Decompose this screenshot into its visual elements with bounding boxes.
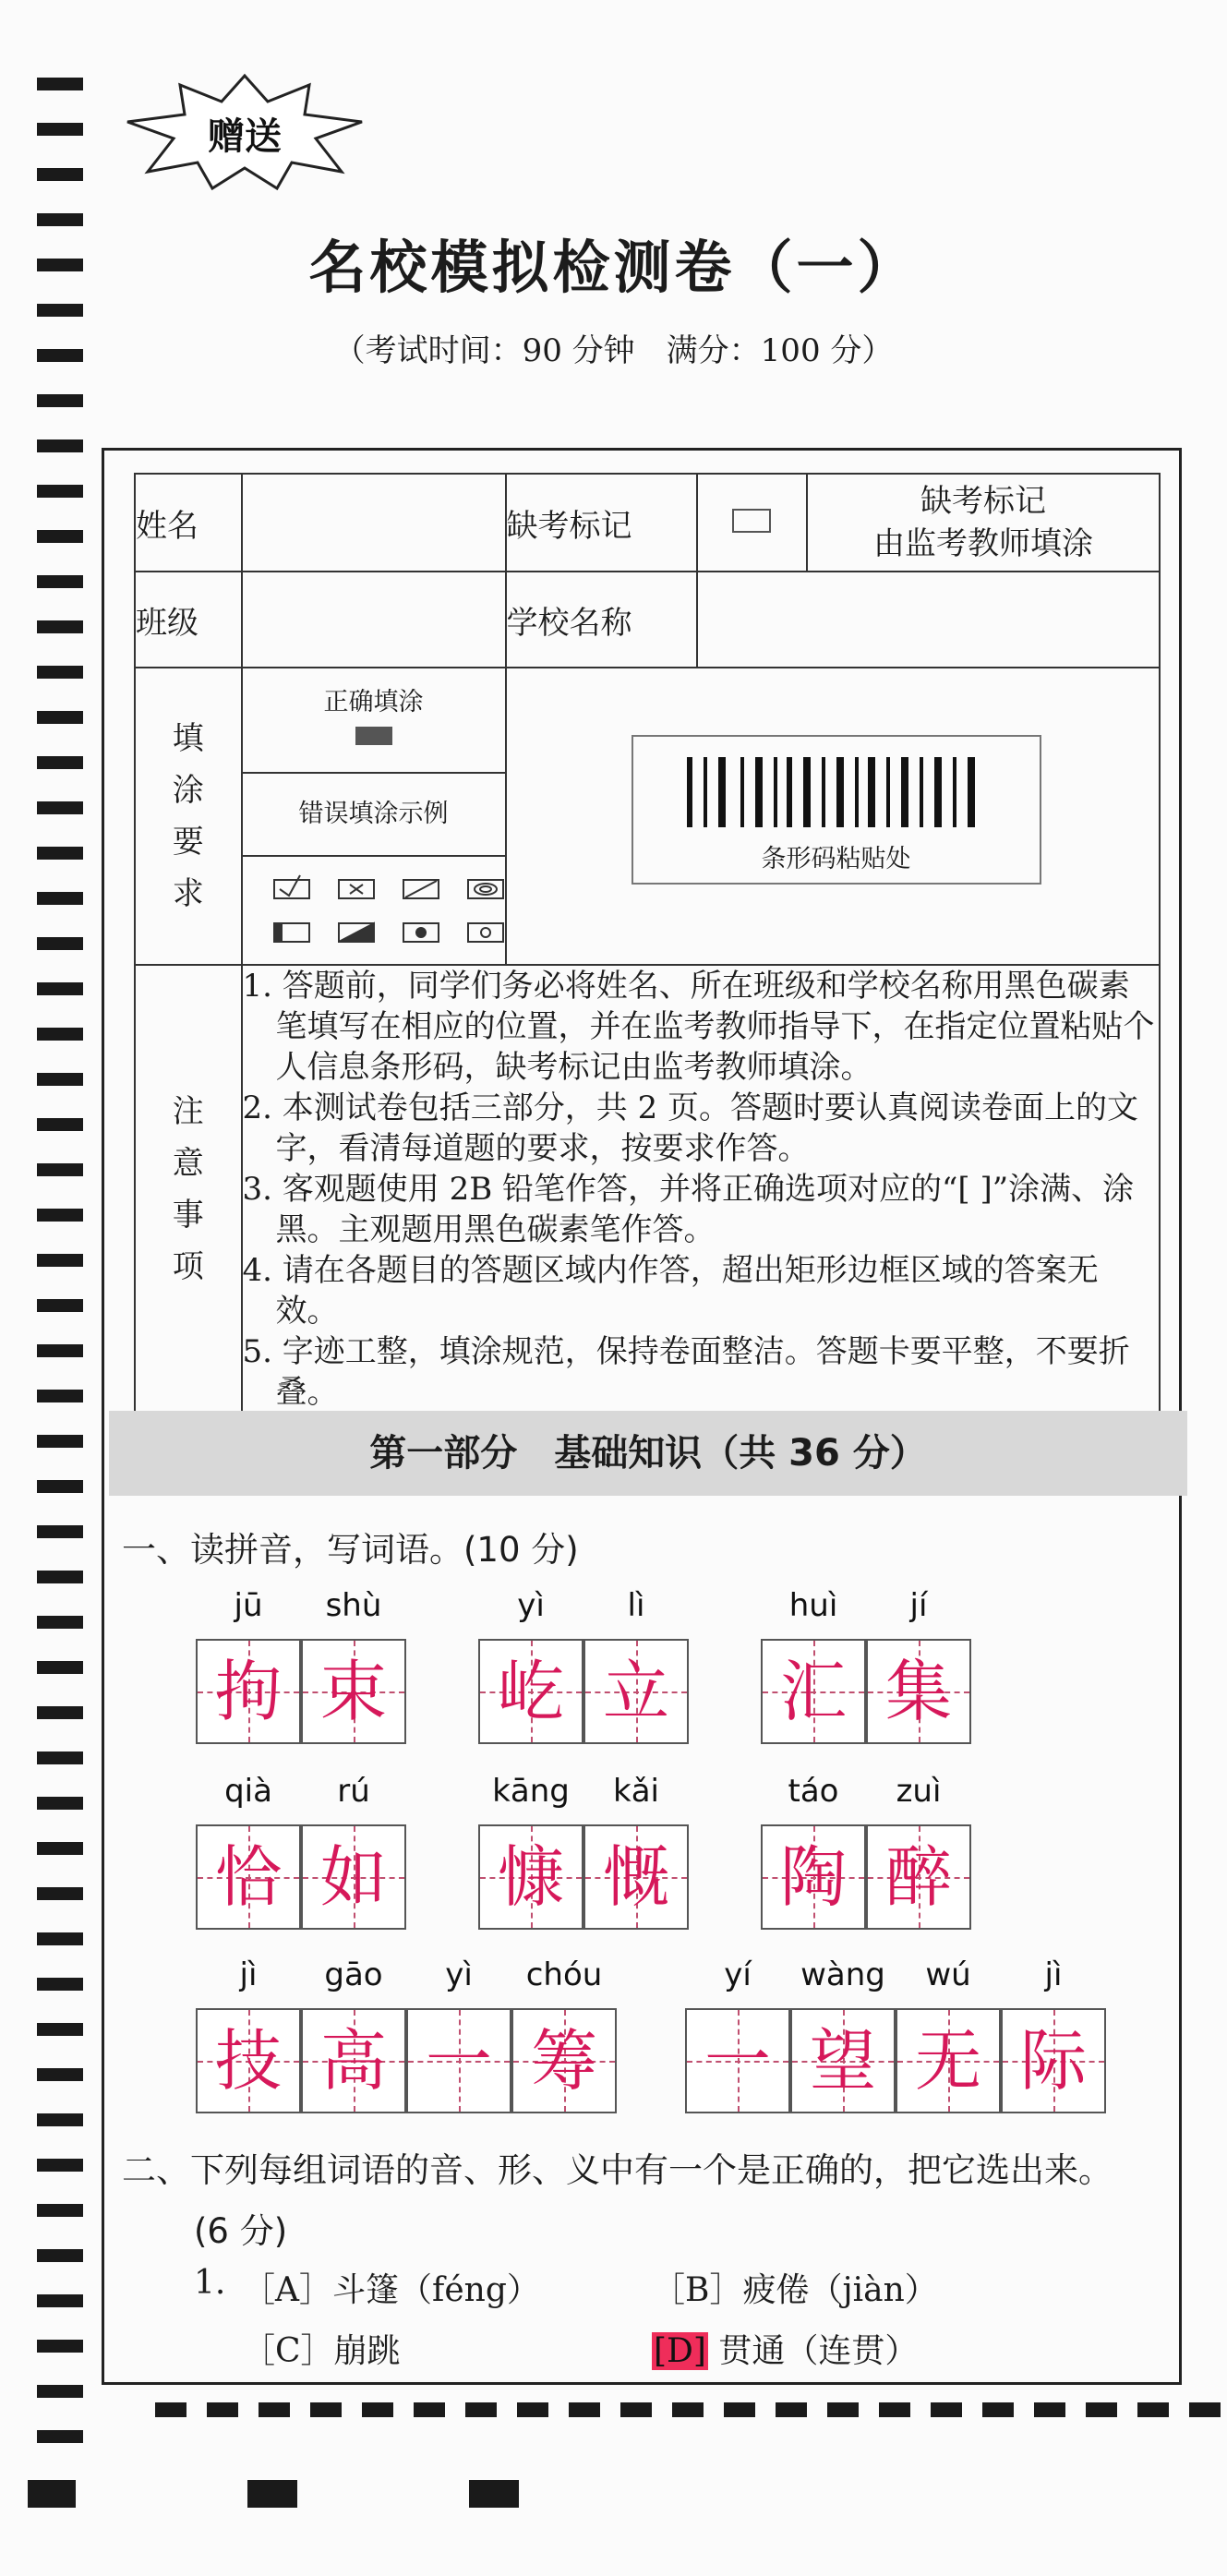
- wrong-fill-samples: [243, 857, 505, 964]
- option-d-selected-mark: [D]: [654, 2332, 706, 2370]
- timing-mark: [37, 394, 83, 407]
- timing-mark: [37, 892, 83, 905]
- timing-mark: [37, 123, 83, 136]
- pinyin-label: kāng: [492, 1773, 570, 1810]
- timing-mark: [37, 1706, 83, 1719]
- pinyin-label: huì: [788, 1587, 838, 1624]
- answer-character: 望: [809, 2022, 876, 2100]
- notes-item: 1. 答题前，同学们务必将姓名、所在班级和学校名称用黑色碳素笔填写在相应的位置，并在监考教师指导下，在指定位置粘贴个人信息条形码，缺考标记由监考教师填涂。: [242, 968, 1155, 1086]
- tianzige-cell[interactable]: [1001, 2008, 1106, 2113]
- timing-mark: [37, 711, 83, 724]
- timing-mark: [1137, 2402, 1169, 2417]
- timing-mark: [362, 2402, 393, 2417]
- barcode-icon: [685, 757, 990, 827]
- tianzige-cell[interactable]: [301, 1639, 406, 1744]
- timing-mark: [37, 620, 83, 633]
- pinyin-label: yì: [445, 1956, 473, 1993]
- answer-character: 汇: [779, 1653, 847, 1730]
- pinyin-label: yì: [517, 1587, 545, 1624]
- timing-mark: [827, 2402, 859, 2417]
- school-label: 学校名称: [506, 572, 697, 668]
- answer-character: 一: [704, 2022, 771, 2100]
- answer-character: 束: [319, 1653, 387, 1730]
- timing-mark: [37, 1435, 83, 1448]
- notes-label: [135, 965, 242, 1414]
- school-field[interactable]: [697, 572, 1161, 668]
- timing-mark: [1034, 2402, 1065, 2417]
- timing-mark: [37, 304, 83, 317]
- class-field[interactable]: [242, 572, 506, 668]
- tianzige-cell[interactable]: [896, 2008, 1001, 2113]
- question-1-title: 一、读拼音，写词语。(10 分): [122, 1530, 579, 1570]
- timing-mark: [37, 2294, 83, 2307]
- timing-mark: [37, 2249, 83, 2262]
- absent-mark-cell[interactable]: [697, 474, 808, 572]
- pinyin-label: wú: [925, 1956, 971, 1993]
- tianzige-cell[interactable]: [761, 1639, 866, 1744]
- option-d[interactable]: [652, 2325, 918, 2372]
- timing-mark: [207, 2402, 238, 2417]
- timing-mark: [37, 1073, 83, 1086]
- fill-examples: [242, 668, 506, 965]
- timing-mark: [982, 2402, 1014, 2417]
- timing-mark: [931, 2402, 962, 2417]
- timing-mark: [37, 1797, 83, 1810]
- tianzige-cell[interactable]: [196, 2008, 301, 2113]
- wrong-fill-icons: [243, 857, 505, 964]
- pinyin-label: jū: [234, 1587, 263, 1624]
- timing-mark: [37, 1118, 83, 1131]
- question-2-title: 二、下列每组词语的音、形、义中有一个是正确的，把它选出来。: [122, 2150, 1113, 2190]
- timing-mark: [37, 1616, 83, 1629]
- info-table: [134, 473, 1161, 1414]
- wrong-fill-label: 错误填涂示例: [243, 774, 505, 857]
- timing-mark: [37, 756, 83, 769]
- absent-note-line: 由监考教师填涂: [873, 525, 1094, 562]
- timing-mark: [37, 1028, 83, 1041]
- correct-fill-label: 正确填涂: [323, 688, 424, 716]
- timing-mark: [37, 485, 83, 498]
- answer-character: 慷: [497, 1838, 564, 1916]
- tianzige-cell[interactable]: [478, 1639, 583, 1744]
- pinyin-label: jì: [239, 1956, 258, 1993]
- timing-mark: [37, 575, 83, 588]
- answer-character: 醉: [884, 1838, 952, 1916]
- tianzige-cell[interactable]: [761, 1824, 866, 1930]
- timing-mark: [517, 2402, 548, 2417]
- pinyin-label: rú: [337, 1773, 370, 1810]
- tianzige-cell[interactable]: [866, 1639, 971, 1744]
- pinyin-label: jì: [1044, 1956, 1063, 1993]
- foot-mark: [28, 2480, 76, 2508]
- timing-mark: [37, 1661, 83, 1674]
- answer-character: 慨: [602, 1838, 669, 1916]
- notes-label-text: 注意事项: [172, 1093, 204, 1285]
- timing-mark: [37, 1525, 83, 1538]
- timing-mark: [37, 1978, 83, 1991]
- answer-character: 筹: [530, 2022, 597, 2100]
- timing-mark: [37, 1209, 83, 1222]
- tianzige-cell[interactable]: [511, 2008, 617, 2113]
- timing-mark: [37, 1571, 83, 1583]
- timing-mark: [155, 2402, 186, 2417]
- timing-mark: [37, 801, 83, 814]
- timing-mark: [37, 439, 83, 452]
- answer-character: 高: [319, 2022, 387, 2100]
- tianzige-cell[interactable]: [790, 2008, 896, 2113]
- pinyin-label: gāo: [324, 1956, 383, 1993]
- answer-character: 屹: [497, 1653, 564, 1730]
- answer-character: 恰: [214, 1838, 282, 1916]
- option-d-text: 贯通（连贯）: [718, 2332, 919, 2370]
- tianzige-cell[interactable]: [196, 1824, 301, 1930]
- timing-mark: [620, 2402, 652, 2417]
- timing-mark: [37, 1751, 83, 1764]
- timing-mark: [37, 2113, 83, 2126]
- barcode-box: [632, 735, 1041, 885]
- pinyin-label: chóu: [525, 1956, 603, 1993]
- foot-mark: [469, 2480, 519, 2508]
- tianzige-cell[interactable]: [478, 1824, 583, 1930]
- timing-mark: [465, 2402, 497, 2417]
- timing-mark: [37, 2340, 83, 2353]
- answer-character: 集: [884, 1653, 952, 1730]
- section-banner: 第一部分 基础知识（共 36 分）: [109, 1411, 1187, 1496]
- barcode-area: [506, 668, 1160, 965]
- pinyin-label: lì: [627, 1587, 645, 1624]
- timing-mark: [414, 2402, 445, 2417]
- filled-sample: [355, 727, 392, 745]
- timing-mark: [310, 2402, 342, 2417]
- timing-mark: [37, 2023, 83, 2036]
- question-2-score: (6 分): [194, 2211, 288, 2251]
- option-b[interactable]: ［B］疲倦（jiàn）: [652, 2271, 938, 2309]
- answer-character: 一: [425, 2022, 492, 2100]
- pinyin-label: shù: [325, 1587, 382, 1624]
- timing-mark: [37, 982, 83, 995]
- notes-list: [242, 965, 1160, 1414]
- correct-fill-box: [243, 668, 505, 774]
- timing-mark: [1086, 2402, 1117, 2417]
- timing-mark: [1189, 2402, 1221, 2417]
- exam-subtitle: （考试时间：90 分钟 满分：100 分）: [333, 332, 894, 369]
- timing-mark: [37, 1299, 83, 1312]
- page-title: 名校模拟检测卷（一）: [308, 234, 919, 301]
- timing-mark: [672, 2402, 704, 2417]
- tianzige-cell[interactable]: [685, 2008, 790, 2113]
- tianzige-cell[interactable]: [301, 1824, 406, 1930]
- timing-mark: [37, 530, 83, 543]
- notes-item: 3. 客观题使用 2B 铅笔作答，并将正确选项对应的“[ ]”涂满、涂黑。主观题用黑色碳素笔作答。: [242, 1171, 1135, 1248]
- timing-mark: [37, 1390, 83, 1402]
- timing-mark: [259, 2402, 290, 2417]
- absent-note-line: 缺考标记: [920, 483, 1047, 520]
- tianzige-cell[interactable]: [583, 1824, 689, 1930]
- timing-mark: [37, 1932, 83, 1945]
- answer-character: 际: [1019, 2022, 1087, 2100]
- pinyin-label: wàng: [800, 1956, 885, 1993]
- barcode-box-top: [632, 735, 1041, 748]
- badge-label: 赠送: [208, 115, 282, 158]
- timing-mark: [37, 1163, 83, 1176]
- timing-mark: [37, 2430, 83, 2443]
- fill-requirement-label: [135, 668, 242, 965]
- fill-requirement-text: 填涂要求: [172, 720, 204, 912]
- timing-mark: [37, 2159, 83, 2172]
- notes-item: 4. 请在各题目的答题区域内作答，超出矩形边框区域的答案无效。: [242, 1252, 1099, 1330]
- timing-mark: [37, 1842, 83, 1855]
- timing-mark: [37, 2204, 83, 2217]
- tianzige-cell[interactable]: [406, 2008, 511, 2113]
- absent-note: [807, 474, 1160, 572]
- gift-badge: [120, 72, 369, 192]
- tianzige-cell[interactable]: [866, 1824, 971, 1930]
- answer-character: 陶: [779, 1838, 847, 1916]
- timing-mark: [776, 2402, 807, 2417]
- item-number: 1.: [194, 2264, 226, 2302]
- timing-mark: [37, 1887, 83, 1900]
- timing-mark: [37, 666, 83, 679]
- answer-character: 拘: [214, 1653, 282, 1730]
- class-label: 班级: [135, 572, 242, 668]
- option-c[interactable]: ［C］崩跳: [242, 2332, 401, 2370]
- pinyin-label: táo: [788, 1773, 839, 1810]
- name-field[interactable]: [242, 474, 506, 572]
- pinyin-label: jí: [909, 1587, 928, 1624]
- timing-mark: [37, 1344, 83, 1357]
- timing-mark: [37, 78, 83, 90]
- barcode-label: 条形码粘贴处: [761, 845, 911, 873]
- absent-checkbox[interactable]: [732, 509, 771, 533]
- answer-character: 如: [319, 1838, 387, 1916]
- notes-item: 2. 本测试卷包括三部分，共 2 页。答题时要认真阅读卷面上的文字，看清每道题的要求，按要求作答。: [242, 1089, 1139, 1167]
- pinyin-label: zuì: [896, 1773, 942, 1810]
- timing-mark: [879, 2402, 910, 2417]
- answer-character: 技: [214, 2022, 282, 2100]
- timing-mark: [37, 847, 83, 860]
- timing-mark: [37, 937, 83, 950]
- timing-mark: [37, 2385, 83, 2398]
- timing-mark: [37, 2068, 83, 2081]
- option-a[interactable]: ［A］斗篷（féng）: [242, 2271, 540, 2309]
- answer-character: 无: [914, 2022, 981, 2100]
- answer-character: 立: [602, 1653, 669, 1730]
- tianzige-cell[interactable]: [301, 2008, 406, 2113]
- timing-mark: [37, 1254, 83, 1267]
- timing-mark: [37, 168, 83, 181]
- name-label: 姓名: [135, 474, 242, 572]
- pinyin-label: yí: [724, 1956, 752, 1993]
- pinyin-label: kǎi: [613, 1773, 659, 1810]
- pinyin-label: qià: [224, 1773, 272, 1810]
- timing-mark: [724, 2402, 755, 2417]
- tianzige-cell[interactable]: [196, 1639, 301, 1744]
- timing-mark: [37, 1480, 83, 1493]
- absent-label: 缺考标记: [506, 474, 697, 572]
- foot-mark: [247, 2480, 297, 2508]
- tianzige-cell[interactable]: [583, 1639, 689, 1744]
- notes-item: 5. 字迹工整，填涂规范，保持卷面整洁。答题卡要平整，不要折叠。: [242, 1333, 1130, 1411]
- timing-mark: [569, 2402, 600, 2417]
